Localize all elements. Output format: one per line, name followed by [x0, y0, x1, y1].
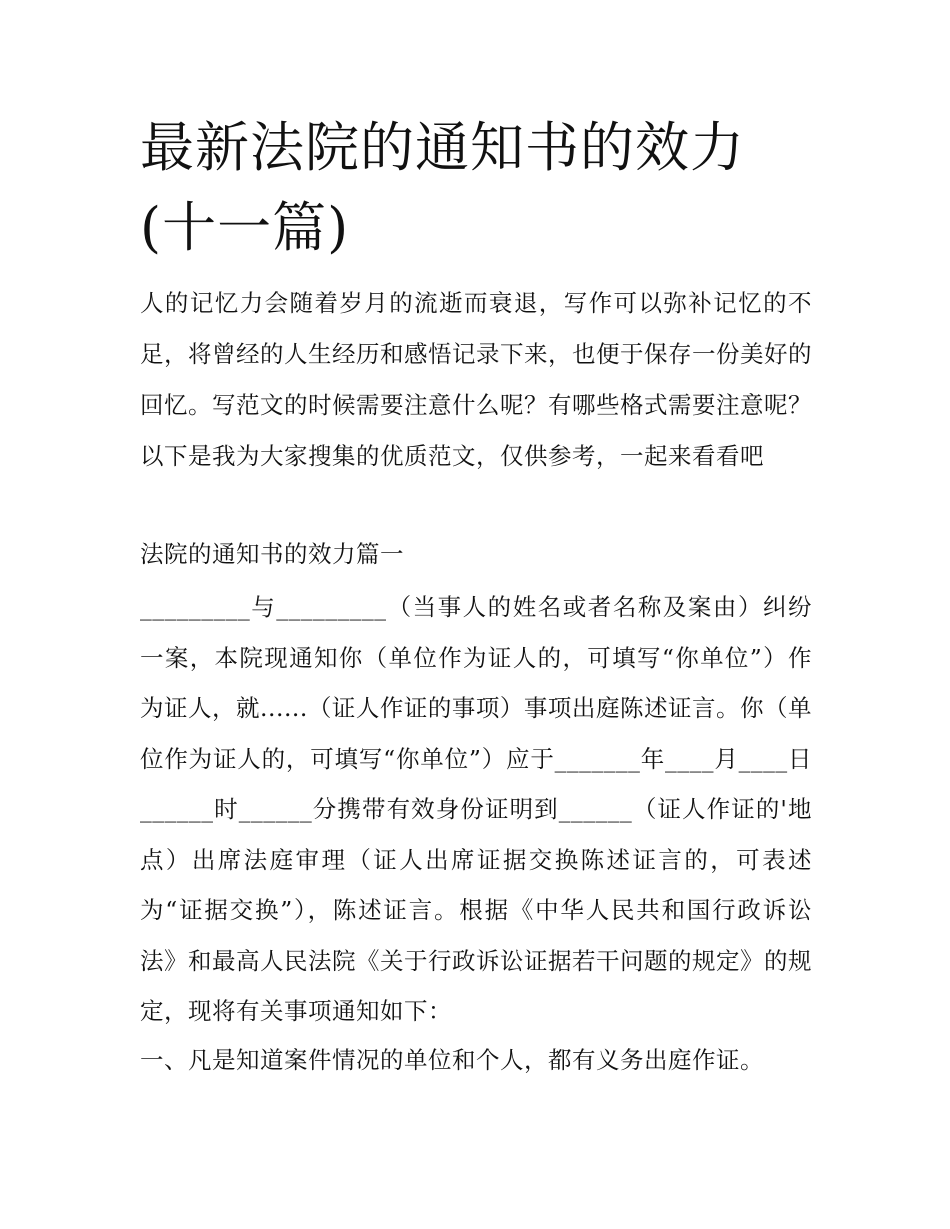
- document-title: 最新法院的通知书的效力(十一篇): [140, 116, 745, 259]
- section-heading: 法院的通知书的效力篇一: [140, 540, 404, 568]
- clause-one: 一、凡是知道案件情况的单位和个人，都有义务出庭作证。: [140, 1046, 764, 1074]
- notice-body-paragraph: _________与_________（当事人的姓名或者名称及案由）纠纷一案，本院现通知你（单位作为证人的，可填写“你单位”）作为证人，就......（证人作证的事项）事项出庭陈述证言。你（单位作为证人的，可填写“你单位”）应于_______年____月____日______时______分携带有效身份证明到______（证人作证的'地点）出席法庭审理（证人出席证据交换陈述证言的，可表述为“证据交换”），陈述证言。根据《中华人民共和国行政诉讼法》和最高人民法院《关于行政诉讼证据若干问题的规定》的规定，现将有关事项通知如下：: [140, 593, 812, 1025]
- intro-paragraph: 人的记忆力会随着岁月的流逝而衰退，写作可以弥补记忆的不足，将曾经的人生经历和感悟记录下来，也便于保存一份美好的回忆。写范文的时候需要注意什么呢？有哪些格式需要注意呢？以下是我为大家搜集的优质范文，仅供参考，一起来看看吧: [140, 289, 812, 470]
